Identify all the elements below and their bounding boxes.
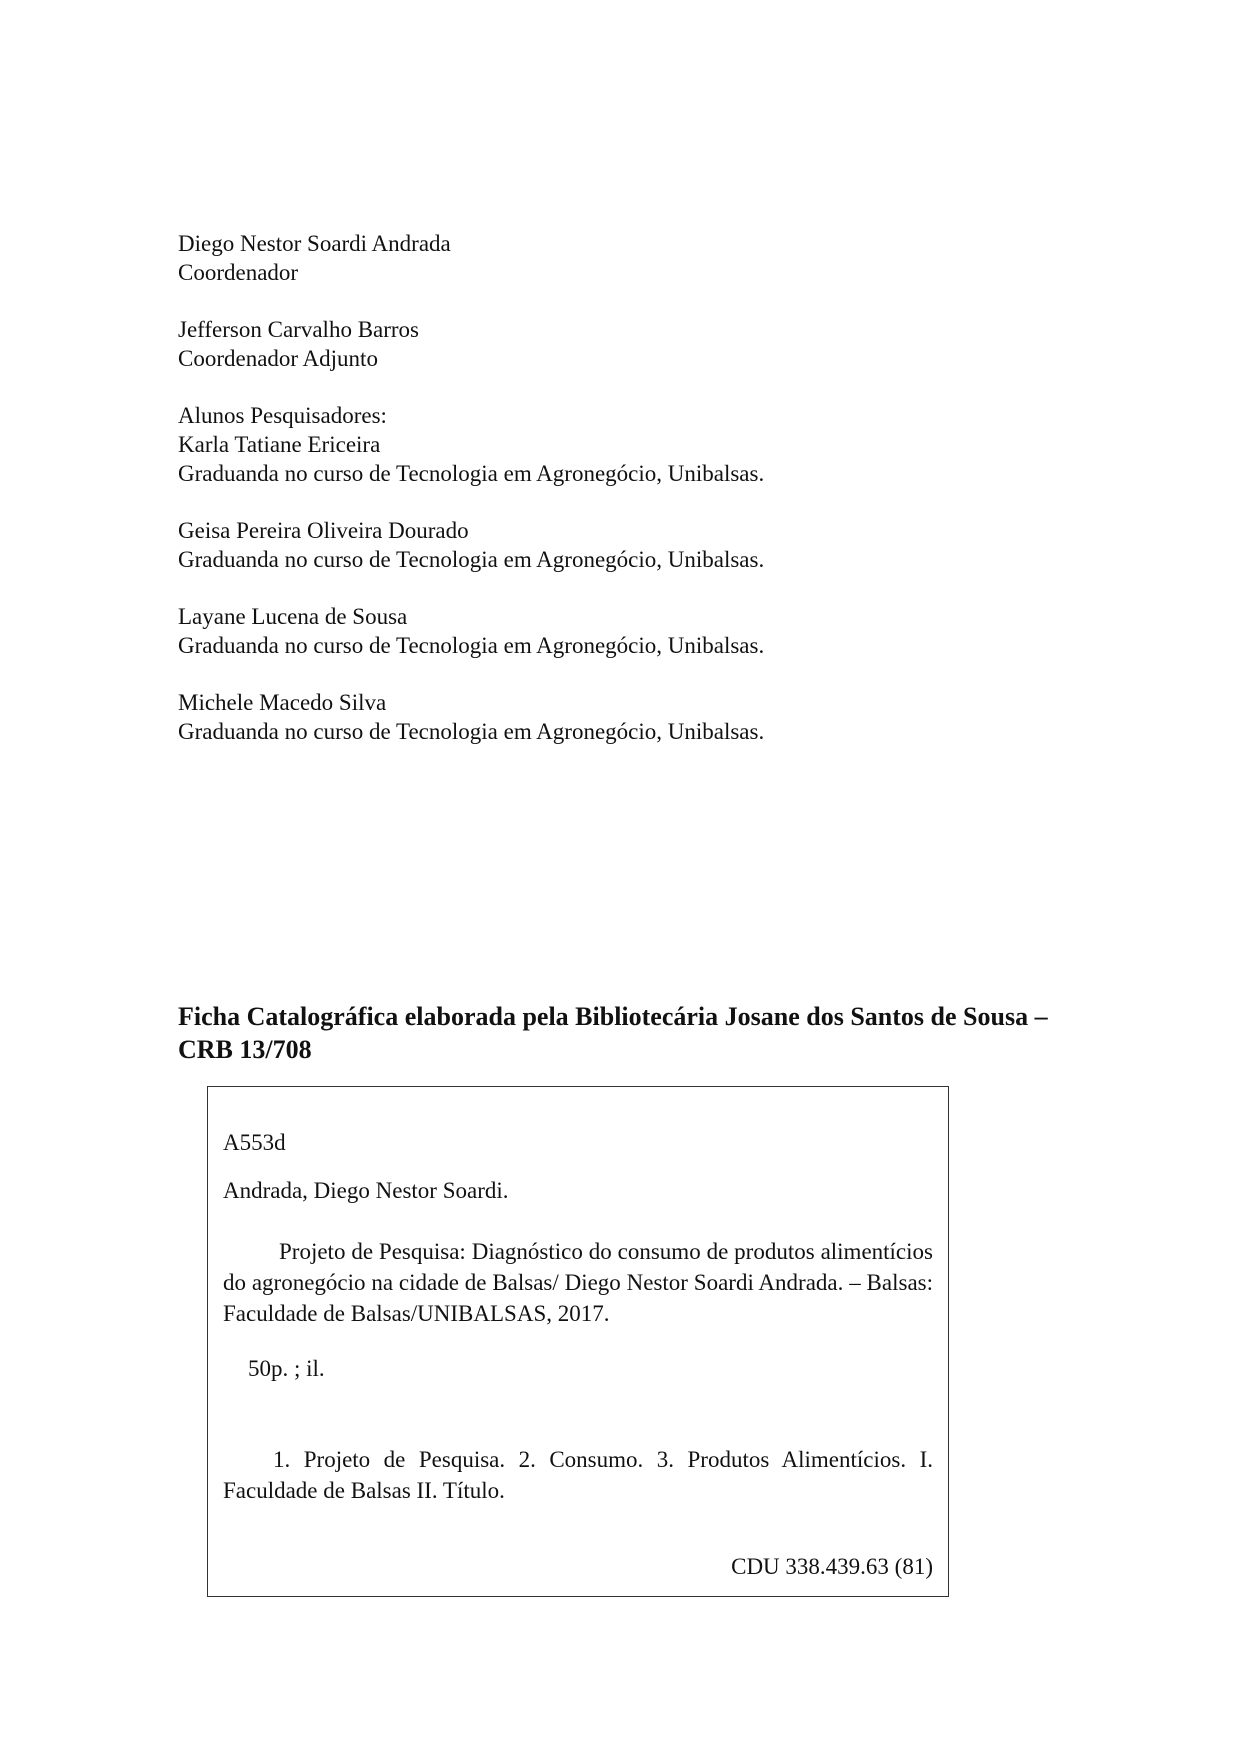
student-role: Graduanda no curso de Tecnologia em Agronegócio, Unibalsas. (178, 633, 765, 658)
student-role: Graduanda no curso de Tecnologia em Agronegócio, Unibalsas. (178, 547, 765, 572)
catalog-card-heading: Ficha Catalográfica elaborada pela Bibliotecária Josane dos Santos de Sousa – CRB 13/708 (178, 1002, 1048, 1064)
title-statement: Projeto de Pesquisa: Diagnóstico do consumo de produtos alimentícios do agronegócio na cidade de Balsas/ Diego Nestor Soardi Andrada. – Balsas: Faculdade de Balsas/UNIBALSAS, 2017. (223, 1239, 933, 1326)
student-role: Graduanda no curso de Tecnologia em Agronegócio, Unibalsas. (178, 461, 765, 486)
student-name: Geisa Pereira Oliveira Dourado (178, 518, 469, 543)
catalog-card-body (223, 1087, 933, 1596)
students-label: Alunos Pesquisadores: (178, 403, 387, 428)
deputy-coordinator-block (178, 315, 1078, 373)
main-entry: Andrada, Diego Nestor Soardi. (223, 1178, 509, 1203)
subject-entries: 1. Projeto de Pesquisa. 2. Consumo. 3. Produtos Alimentícios. I. Faculdade de Balsas II. Título. (223, 1447, 933, 1503)
deputy-coordinator-role: Coordenador Adjunto (178, 346, 378, 371)
collation: 50p. ; il. (248, 1356, 325, 1381)
student-block (178, 688, 1078, 746)
call-number: A553d (223, 1130, 286, 1155)
credits-section (178, 229, 1078, 774)
student-role: Graduanda no curso de Tecnologia em Agronegócio, Unibalsas. (178, 719, 765, 744)
coordinator-block (178, 229, 1078, 287)
student-name: Layane Lucena de Sousa (178, 604, 408, 629)
student-name: Karla Tatiane Ericeira (178, 432, 381, 457)
student-block (178, 401, 1078, 488)
classification-number: CDU 338.439.63 (81) (731, 1554, 933, 1579)
student-name: Michele Macedo Silva (178, 690, 387, 715)
student-block (178, 516, 1078, 574)
catalog-card (207, 1086, 949, 1597)
coordinator-role: Coordenador (178, 260, 299, 285)
coordinator-name: Diego Nestor Soardi Andrada (178, 231, 451, 256)
deputy-coordinator-name: Jefferson Carvalho Barros (178, 317, 420, 342)
student-block (178, 602, 1078, 660)
